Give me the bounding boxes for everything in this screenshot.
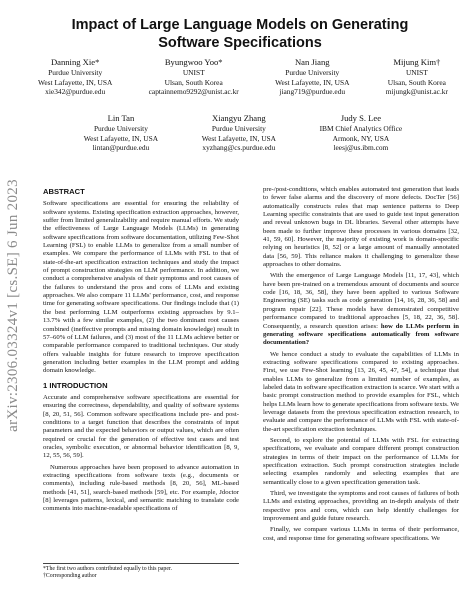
- author-block: [275, 57, 349, 97]
- paper-title: Impact of Large Language Models on Generating Software Specifications: [71, 17, 409, 51]
- author-email: xyzhang@cs.purdue.edu: [202, 143, 276, 153]
- body-paragraph: Second, to explore the potential of LLMs with FSL for extracting specifications, we evaluate and compare different prompt construction strategies in terms of their impact on the performance of LLMs for specification extraction. Such prompt construction strategies include selecting examples randomly and selecting examples that are semantically close to a given specification generation task.: [263, 436, 459, 486]
- author-block: [202, 113, 276, 153]
- author-location: Armonk, NY, USA: [332, 133, 390, 143]
- author-affiliation: Purdue University: [211, 124, 266, 133]
- author-name: Danning Xie*: [50, 57, 100, 67]
- author-affiliation: UNIST: [182, 68, 205, 77]
- author-email: captainnemo9292@unist.ac.kr: [148, 87, 239, 97]
- author-email: mijungk@unist.ac.kr: [385, 87, 448, 97]
- author-name: Xiangyu Zhang: [212, 113, 266, 123]
- author-name: Mijung Kim†: [393, 57, 441, 67]
- author-location: Ulsan, South Korea: [387, 77, 446, 87]
- author-block: [320, 113, 403, 153]
- author-location: West Lafayette, IN, USA: [38, 77, 113, 87]
- body-paragraph: Third, we investigate the symptoms and root causes of failures of both LLMs and existing approaches, providing an in-depth analysis of their respective pros and cons, which can help identify challenges for improvement and guide future research.: [263, 490, 459, 523]
- intro-paragraph: Numerous approaches have been proposed to advance automation in extracting specifications from software texts (e.g., documents or comments), including rule-based methods [8, 20, 56], ML-based methods [41, 51], search-based methods [59], etc. For example, Jdoctor [8] leverages patterns, lexical, and semantic matching to translate code comments into machine-readable specifications of: [43, 463, 239, 513]
- author-name: Judy S. Lee: [340, 113, 382, 123]
- author-affiliation: IBM Chief Analytics Office: [319, 124, 403, 133]
- abstract-heading: ABSTRACT: [43, 187, 85, 196]
- author-name: Lin Tan: [107, 113, 135, 123]
- author-row-2: [38, 113, 448, 153]
- author-email: lintan@purdue.edu: [92, 143, 150, 153]
- footnote: *The first two authors contributed equally to this paper.: [43, 566, 172, 572]
- author-email: xie342@purdue.edu: [45, 87, 106, 97]
- author-location: West Lafayette, IN, USA: [201, 133, 277, 143]
- author-email: jiang719@purdue.edu: [279, 87, 346, 97]
- right-column: [263, 186, 459, 546]
- arxiv-identifier-stamp: [2, 140, 24, 470]
- arxiv-identifier: arXiv:2306.03324v1 [cs.SE] 6 Jun 2023: [4, 178, 21, 432]
- research-question: how do LLMs perform in generating software specifications automatically from software documentation?: [263, 322, 459, 347]
- body-text: With the emergence of Large Language Models [11, 17, 43], which have been pre-trained on a tremendous amount of documents and source code [16, 18, 36, 58], they have been applied to various Software Engineering (SE) tasks such as code generation [14, 16, 28, 36, 58] and program repair [22]. These models have demonstrated competitive performance compared to traditional approaches [5, 18, 22, 36, 58]. Consequently, a research question arises:: [263, 272, 459, 330]
- footnotes: [43, 563, 239, 580]
- body-paragraph: We hence conduct a study to evaluate the capabilities of LLMs in extracting software specifications compared to existing approaches. First, we use Few-Shot learning [13, 26, 45, 47, 54], a technique that enables LLMs to generalize from a limited number of examples, as labeled data in software specification extraction is scarce. We start with a basic prompt construction method to provide examples for FSL, which helps LLMs learn how to generate specifications from software texts. We leverage datasets from the previous specification extraction research, to evaluate and compare the performance of LLMs with FSL with state-of-the-art specification extraction techniques.: [263, 350, 459, 433]
- author-block: [38, 57, 112, 97]
- body-paragraph: [263, 272, 459, 347]
- author-email: leesj@us.ibm.com: [333, 143, 389, 153]
- introduction-heading: 1 INTRODUCTION: [43, 380, 108, 390]
- left-column: [43, 186, 239, 517]
- author-block: [84, 113, 158, 153]
- abstract-text: Software specifications are essential for ensuring the reliability of software systems. Existing specification extraction approaches, however, suffer from limited generalizability and require manual efforts. We study the effectiveness of Large Language Models (LLMs) in generating software specifications from software documentation, utilizing Few-Shot Learning (FSL) to enable LLMs to generalize from a small number of examples. We compare the performance of LLMs with FSL to that of state-of-the-art specification extraction techniques and study the impact of prompt construction strategies on LLM performance. In addition, we conduct a comprehensive analysis of their symptoms and root causes of the failures to understand the pros and cons of LLMs and existing approaches. We also compare 11 LLMs' performance, cost, and response time for generating software specifications. Our findings include that (1) the best performing LLM outperforms existing approaches by 9.1–13.7% with a few similar examples, (2) the two dominant root causes combined (ineffective prompts and missing domain knowledge) result in 57–60% of LLM failures, and (3) most of the 11 LLMs achieve better or comparable performance compared to traditional techniques. Our study offers valuable insights for future research to improve specification generation including better examples in the LLM prompt and adding domain knowledge.: [43, 200, 239, 375]
- author-affiliation: Purdue University: [48, 68, 103, 77]
- author-block: [386, 57, 448, 97]
- author-block: [149, 57, 239, 97]
- author-name: Nan Jiang: [294, 57, 330, 67]
- intro-paragraph: Accurate and comprehensive software specifications are essential for ensuring the correctness, dependability, and quality of software systems [8, 20, 51, 56]. Common software specifications include pre- and post-conditions to a target function that describes the constraints of input parameters and the expected behaviors or output values, which are often required or crucial for the generation of effective test cases and test oracles, symbolic execution, or abnormal behavior identification [8, 9, 12, 55, 56, 59].: [43, 393, 239, 460]
- body-paragraph: Finally, we compare various LLMs in terms of their performance, cost, and response time for generating software specifications. We: [263, 526, 459, 542]
- author-name: Byungwoo Yoo*: [164, 57, 223, 67]
- author-affiliation: Purdue University: [285, 68, 340, 77]
- author-location: West Lafayette, IN, USA: [83, 133, 159, 143]
- author-affiliation: Purdue University: [93, 124, 148, 133]
- author-location: Ulsan, South Korea: [164, 77, 223, 87]
- author-affiliation: UNIST: [405, 68, 428, 77]
- author-row-1: [38, 57, 448, 97]
- footnote: †Corresponding author: [43, 573, 97, 580]
- body-paragraph: pre-/post-conditions, which enables automated test generation that leads to fewer false alarms and the discovery of more defects. DocTer [56] automatically constructs rules that map sentence patterns to Deep Learning specific constraints that are used to guide test input generation and reveal unknown bugs in DL libraries. Several other attempts have been made to further improve these processes in various domains [32, 41, 59, 60]. However, the majority of existing work is domain-specific relying on heuristics [8, 52] or a large amount of manually annotated data [56, 59]. This reliance makes it challenging to generalize these approaches to other domains.: [263, 186, 459, 269]
- author-location: West Lafayette, IN, USA: [275, 77, 350, 87]
